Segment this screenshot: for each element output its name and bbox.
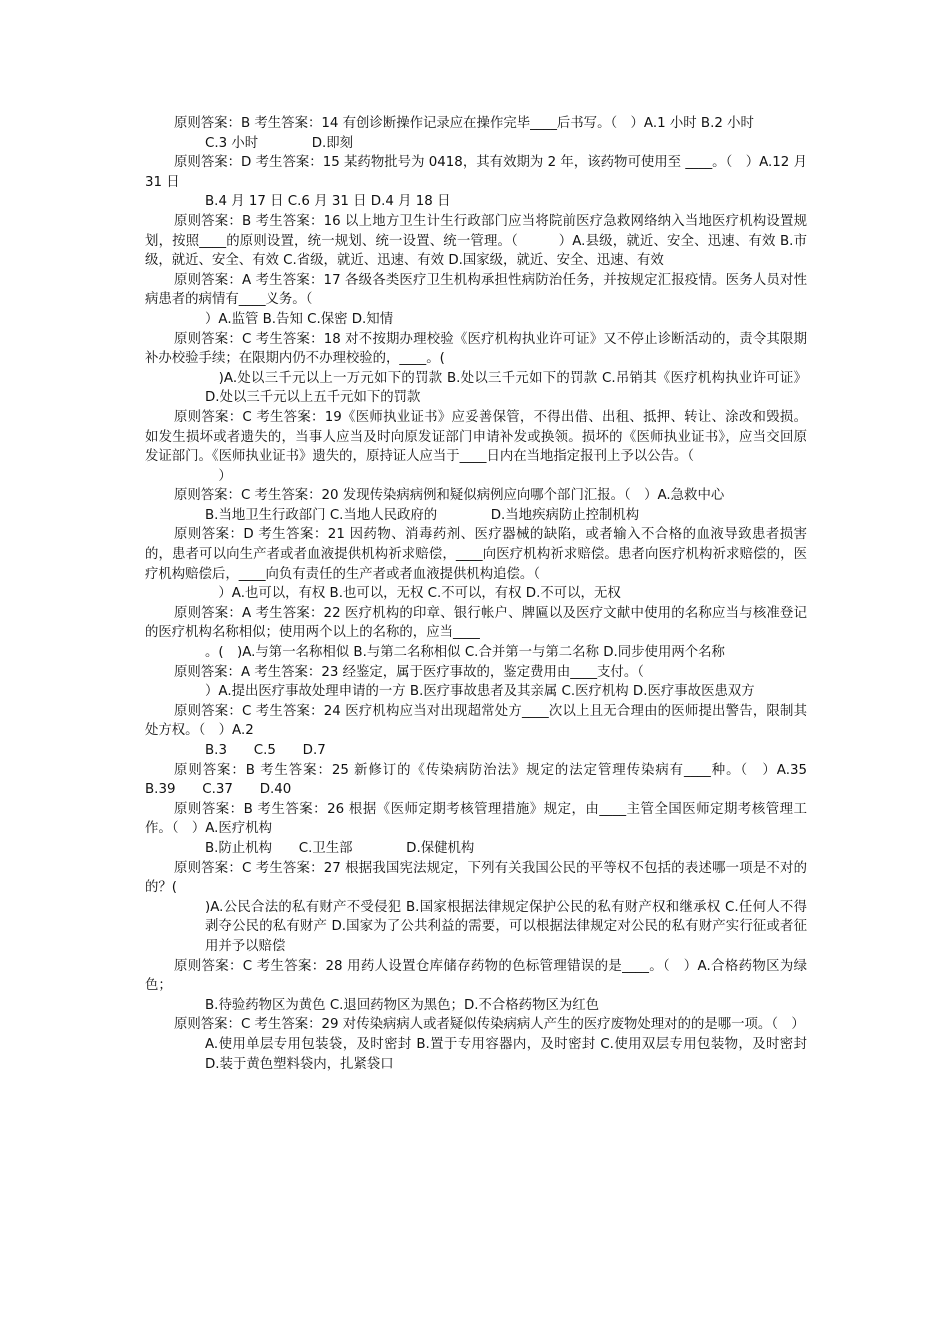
- options-paragraph: ）A.也可以，有权 B.也可以，无权 C.不可以，有权 D.不可以，无权: [205, 586, 621, 602]
- question-paragraph: 原则答案：C 考生答案：20 发现传染病病例和疑似病例应向哪个部门汇报。（ ）A.急救中心: [174, 488, 725, 504]
- options-paragraph: ）A.提出医疗事故处理申请的一方 B.医疗事故患者及其亲属 C.医疗机构 D.医疗事故医患双方: [205, 684, 755, 700]
- options-paragraph: B.3 C.5 D.7: [205, 743, 326, 758]
- question-paragraph: 原则答案：B 考生答案：25 新修订的《传染病防治法》规定的法定管理传染病有____种。（ ）A.35 B.39 C.37 D.40: [145, 762, 834, 798]
- options-paragraph: B.4 月 17 日 C.6 月 31 日 D.4 月 18 日: [205, 194, 451, 210]
- question-paragraph: 原则答案：A 考生答案：17 各级各类医疗卫生机构承担性病防治任务，并按规定汇报疫情。医务人员对性病患者的病情有____义务。（: [145, 272, 807, 308]
- options-paragraph: B.防止机构 C.卫生部 D.保健机构: [205, 840, 475, 856]
- options-paragraph: B.当地卫生行政部门 C.当地人民政府的 D.当地疾病防止控制机构: [205, 507, 640, 523]
- options-paragraph: ）: [205, 468, 232, 484]
- question-paragraph: 原则答案：C 考生答案：27 根据我国宪法规定，下列有关我国公民的平等权不包括的表述哪一项是不对的的？(: [145, 860, 807, 896]
- question-paragraph: 原则答案：C 考生答案：29 对传染病病人或者疑似传染病病人产生的医疗废物处理对的的是哪一项。（ ）: [174, 1017, 805, 1033]
- question-paragraph: 原则答案：B 考生答案：16 以上地方卫生计生行政部门应当将院前医疗急救网络纳入当地医疗机构设置规划，按照____的原则设置，统一规划、统一设置、统一管理。（ ）A.县级，就近、安全、迅速、有效 B.市级，就近、安全、有效 C.省级，就近、迅速、有效 D.国家级，就近、安全、迅速、有效: [145, 213, 807, 269]
- question-paragraph: 原则答案：D 考生答案：15 某药物批号为 0418，其有效期为 2 年，该药物可使用至 ____。（ ）A.12 月 31 日: [145, 155, 807, 190]
- options-paragraph: ）A.监管 B.告知 C.保密 D.知情: [205, 311, 394, 327]
- question-paragraph: 原则答案：C 考生答案：18 对不按期办理校验《医疗机构执业许可证》又不停止诊断活动的，责令其限期补办校验手续；在限期内仍不办理校验的，____。(: [145, 331, 807, 367]
- question-paragraph: 原则答案：B 考生答案：26 根据《医师定期考核管理措施》规定，由____主管全国医师定期考核管理工作。（ ）A.医疗机构: [145, 801, 807, 837]
- question-paragraph: 原则答案：A 考生答案：22 医疗机构的印章、银行帐户、牌匾以及医疗文献中使用的名称应当与核准登记的医疗机构名称相似；使用两个以上的名称的，应当____: [145, 605, 807, 641]
- question-paragraph: 原则答案：B 考生答案：14 有创诊断操作记录应在操作完毕____后书写。（ ）A.1 小时 B.2 小时: [174, 116, 754, 131]
- options-paragraph: 。( )A.与第一名称相似 B.与第二名称相似 C.合并第一与第二名称 D.同步使用两个名称: [205, 645, 725, 661]
- options-paragraph: )A.公民合法的私有财产不受侵犯 B.国家根据法律规定保护公民的私有财产权和继承权 C.任何人不得剥夺公民的私有财产 D.国家为了公共利益的需要，可以根据法律规定对公民的私有财产实行征或者征用并予以赔偿: [205, 899, 807, 954]
- options-paragraph: )A.处以三千元以上一万元如下的罚款 B.处以三千元如下的罚款 C.吊销其《医疗机构执业许可证》D.处以三千元以上五千元如下的罚款: [205, 370, 807, 406]
- options-paragraph: C.3 小时 D.即刻: [205, 135, 354, 151]
- question-paragraph: 原则答案：A 考生答案：23 经鉴定，属于医疗事故的，鉴定费用由____支付。（: [174, 664, 644, 680]
- options-paragraph: B.待验药物区为黄色 C.退回药物区为黑色；D.不合格药物区为红色: [205, 997, 600, 1013]
- question-paragraph: 原则答案：C 考生答案：28 用药人设置仓库储存药物的色标管理错误的是____。（ ）A.合格药物区为绿色；: [145, 958, 807, 994]
- document-page: [145, 114, 834, 1074]
- question-paragraph: 原则答案：C 考生答案：19《医师执业证书》应妥善保管，不得出借、出租、抵押、转让、涂改和毁损。如发生损坏或者遗失的，当事人应当及时向原发证部门申请补发或换领。损坏的《医师执业证书》，应当交回原发证部门。《医师执业证书》遗失的，原持证人应当于____日内在当地指定报刊上予以公告。（: [145, 409, 807, 465]
- options-paragraph: A.使用单层专用包装袋，及时密封 B.置于专用容器内，及时密封 C.使用双层专用包装物，及时密封 D.装于黄色塑料袋内，扎紧袋口: [205, 1036, 807, 1072]
- question-paragraph: 原则答案：D 考生答案：21 因药物、消毒药剂、医疗器械的缺陷，或者输入不合格的血液导致患者损害的，患者可以向生产者或者血液提供机构祈求赔偿，____向医疗机构祈求赔偿。患者向医疗机构祈求赔偿的，医疗机构赔偿后，____向负有责任的生产者或者血液提供机构追偿。（: [145, 527, 807, 582]
- question-paragraph: 原则答案：C 考生答案：24 医疗机构应当对出现超常处方____次以上且无合理由的医师提出警告，限制其处方权。（ ）A.2: [145, 703, 807, 739]
